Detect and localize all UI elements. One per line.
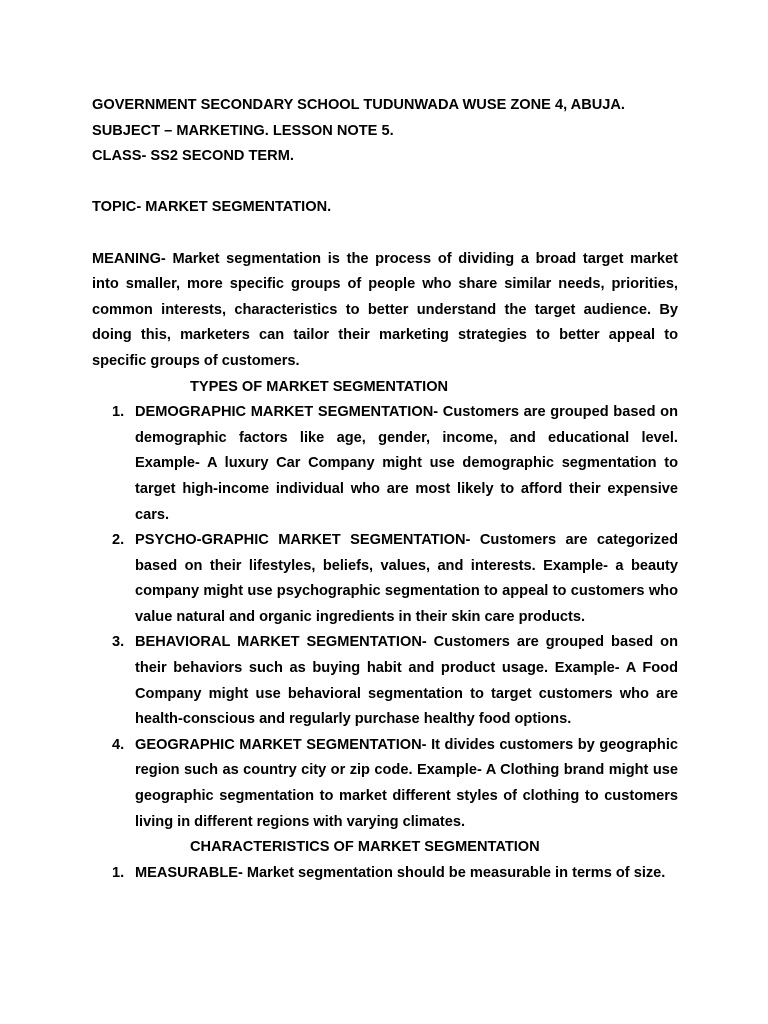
list-item-text: PSYCHO-GRAPHIC MARKET SEGMENTATION- Customers are categorized based on their lifestyles, beliefs, values, and interests. Example- a beauty company might use psychographic segmentation to appeal to customers who value natural and organic ingredients in their skin care products. [135, 532, 678, 625]
list-number: 1. [112, 404, 125, 421]
list-number: 3. [112, 634, 125, 651]
list-item-text: MEASURABLE- Market segmentation should be measurable in terms of size. [135, 864, 666, 881]
list-item [92, 733, 678, 835]
characteristics-list [92, 861, 678, 887]
subject-line: SUBJECT – MARKETING. LESSON NOTE 5. [92, 122, 394, 139]
list-item [92, 861, 678, 887]
list-item [92, 630, 678, 732]
list-item-text: DEMOGRAPHIC MARKET SEGMENTATION- Customers are grouped based on demographic factors like age, gender, income, and educational level. Example- A luxury Car Company might use demographic segmentation to target high-income individual who are most likely to afford their expensive cars. [135, 404, 678, 523]
list-number: 2. [112, 532, 125, 549]
list-number: 1. [112, 864, 125, 881]
blank-line [92, 170, 678, 196]
types-list [92, 400, 678, 835]
list-item [92, 400, 678, 528]
list-number: 4. [112, 736, 125, 753]
list-item-text: GEOGRAPHIC MARKET SEGMENTATION- It divides customers by geographic region such as country city or zip code. Example- A Clothing brand might use geographic segmentation to market different styles of clothing to customers living in different regions with varying climates. [135, 736, 678, 830]
blank-line [92, 221, 678, 247]
types-heading: TYPES OF MARKET SEGMENTATION [190, 378, 449, 395]
list-item-text: BEHAVIORAL MARKET SEGMENTATION- Customers are grouped based on their behaviors such as buying habit and product usage. Example- A Food Company might use behavioral segmentation to target customers who are health-conscious and regularly purchase healthy food options. [135, 634, 678, 728]
class-line: CLASS- SS2 SECOND TERM. [92, 148, 294, 165]
topic-line: TOPIC- MARKET SEGMENTATION. [92, 199, 332, 216]
list-item [92, 528, 678, 630]
characteristics-heading: CHARACTERISTICS OF MARKET SEGMENTATION [190, 839, 540, 856]
school-name: GOVERNMENT SECONDARY SCHOOL TUDUNWADA WUSE ZONE 4, ABUJA. [92, 97, 625, 113]
meaning-paragraph: MEANING- Market segmentation is the process of dividing a broad target market into smaller, more specific groups of people who share similar needs, priorities, common interests, characteristics to better understand the target audience. By doing this, marketers can tailor their marketing strategies to better appeal to specific groups of customers. [92, 250, 678, 369]
lesson-note [92, 93, 678, 886]
